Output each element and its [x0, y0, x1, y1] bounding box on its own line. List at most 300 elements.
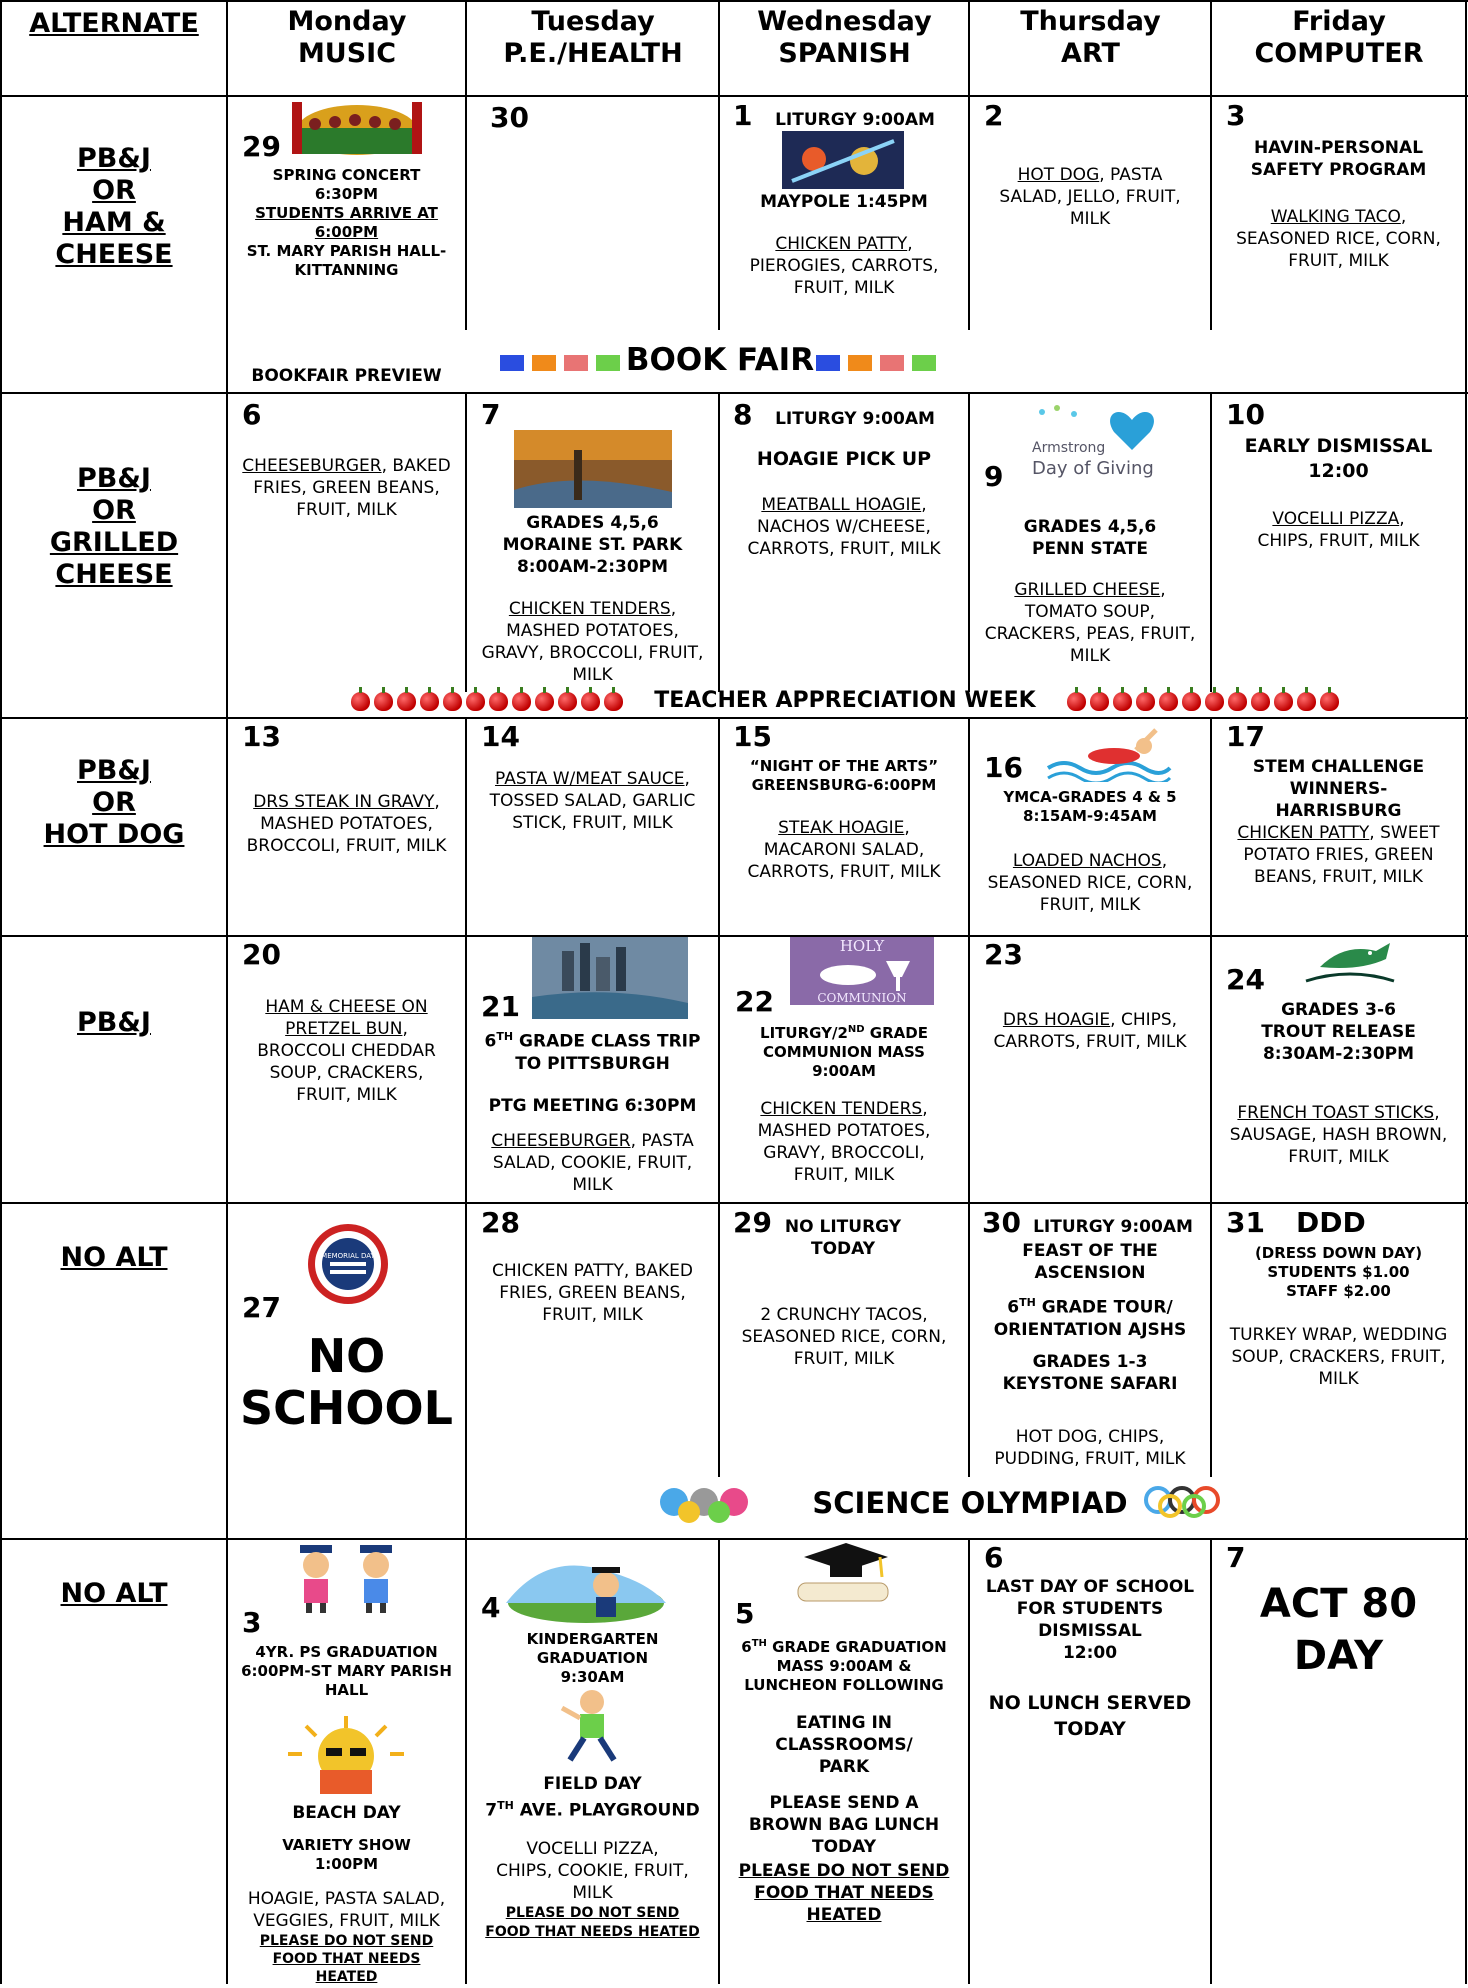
- diploma-cap-icon: [784, 1541, 904, 1611]
- alternate-week-6: NO ALT: [60, 1578, 168, 1609]
- lunch-text: SEASONED RICE, CORN,: [987, 873, 1193, 893]
- field-trip-event: [467, 510, 718, 580]
- warning-line: FOOD THAT NEEDS HEATED: [485, 1924, 700, 1940]
- lunch-menu: [720, 492, 968, 562]
- alternate-week-1: [0, 143, 228, 271]
- variety-show-event: [228, 1834, 465, 1876]
- holy-communion-image: [790, 937, 934, 1005]
- date-number: 17: [1226, 720, 1265, 753]
- banner-text: SCIENCE OLYMPIAD: [812, 1486, 1128, 1520]
- books-icon: [814, 351, 942, 373]
- event-line: NO LUNCH SERVED: [988, 1692, 1192, 1714]
- lunch-text: FRUIT, MILK: [793, 278, 895, 298]
- lunch-text: PUDDING, FRUIT, MILK: [994, 1449, 1186, 1469]
- event-text: [970, 786, 1210, 828]
- hoagie-pickup: HOAGIE PICK UP: [756, 448, 932, 470]
- kindergarten-graduate-image: [506, 1541, 666, 1623]
- lunch-text: MASHED POTATOES,: [757, 1121, 931, 1141]
- beach-day-event: BEACH DAY: [292, 1803, 401, 1823]
- graduates-image: [286, 1541, 406, 1615]
- lunch-text: NACHOS W/CHEESE,: [757, 517, 931, 537]
- day-name: Wednesday: [757, 6, 932, 37]
- lunch-text: BROCCOLI CHEDDAR: [257, 1041, 436, 1061]
- lunch-entree: FRENCH TOAST STICKS: [1237, 1103, 1435, 1123]
- date-number: 3: [1226, 99, 1246, 132]
- concert-image: [290, 100, 425, 156]
- lunch-text: ,: [684, 769, 690, 789]
- event-line: STUDENTS $1.00: [1267, 1263, 1410, 1281]
- date-number: 6: [984, 1541, 1004, 1574]
- date-number: 21: [481, 990, 520, 1023]
- lunch-entree: WALKING TACO: [1270, 207, 1401, 227]
- lunch-menu: [1212, 204, 1465, 274]
- lunch-menu: [970, 162, 1210, 232]
- grid-line: [0, 392, 1468, 394]
- event-line: FEAST OF THE: [1022, 1241, 1158, 1261]
- lunch-text: FRUIT, MILK: [1039, 895, 1141, 915]
- day-of-giving-logo: [1022, 400, 1166, 490]
- lunch-text: SEASONED RICE, CORN,: [741, 1327, 947, 1347]
- special-name: SPANISH: [778, 38, 911, 69]
- books-icon: [498, 351, 626, 373]
- lunch-text: BROCCOLI, FRUIT, MILK: [246, 836, 447, 856]
- apples-icon: [349, 688, 625, 713]
- event-line: GRADE: [864, 1024, 928, 1042]
- eating-location-notice: [720, 1710, 968, 1780]
- alternate-line: PB&J: [77, 143, 151, 174]
- thursday-header: [970, 6, 1211, 70]
- date-number: 4: [481, 1591, 501, 1624]
- lunch-text: 2 CRUNCHY TACOS,: [760, 1305, 928, 1325]
- lunch-text: CARROTS, FRUIT, MILK: [747, 539, 941, 559]
- superscript: TH: [1019, 1296, 1036, 1309]
- event-text: 6:30PM: [314, 185, 379, 203]
- lunch-text: MASHED POTATOES,: [506, 621, 679, 641]
- book-fair-banner: [485, 342, 955, 378]
- event-line: 8:15AM-9:45AM: [1023, 807, 1157, 825]
- event-text: ST. MARY PARISH HALL-: [246, 242, 447, 260]
- event-line: GRADES 4,5,6: [1023, 517, 1157, 537]
- lunch-text: CRACKERS, PEAS, FRUIT,: [984, 624, 1196, 644]
- date-number: 29: [242, 130, 281, 163]
- lunch-text: ,: [1400, 207, 1407, 227]
- event-line: GRADE CLASS TRIP: [513, 1031, 701, 1052]
- food-warning: [720, 1858, 968, 1928]
- date-number: 23: [984, 938, 1023, 971]
- event-text: 6:00PM: [314, 223, 379, 241]
- special-name: COMPUTER: [1254, 38, 1424, 69]
- alternate-line: HOT DOG: [43, 819, 185, 850]
- event-line: BROWN BAG LUNCH: [748, 1815, 940, 1835]
- olympic-rings-icon: [652, 1486, 802, 1524]
- lunch-entree: CHICKEN PATTY: [775, 234, 908, 254]
- event-text: [1212, 135, 1465, 183]
- lunch-menu: [1212, 506, 1465, 554]
- lunch-entree: PRETZEL BUN: [285, 1019, 403, 1039]
- event-line: (DRESS DOWN DAY): [1254, 1244, 1423, 1262]
- event-line: ACT 80: [1259, 1581, 1418, 1627]
- lunch-text: VEGGIES, FRUIT, MILK: [253, 1911, 440, 1931]
- lunch-text: STICK, FRUIT, MILK: [512, 813, 673, 833]
- lunch-menu: [720, 1302, 968, 1372]
- lunch-text: MILK: [572, 665, 613, 685]
- class-trip-event: [467, 1024, 718, 1077]
- lunch-entree: CHEESEBURGER: [242, 456, 382, 476]
- tuesday-header: [467, 6, 719, 70]
- event-line: LITURGY/2: [760, 1024, 848, 1042]
- alternate-line: PB&J: [77, 463, 151, 494]
- lunch-menu: [970, 577, 1210, 669]
- lunch-text: BEANS, FRUIT, MILK: [1254, 867, 1423, 887]
- image-caption: HOLY: [839, 937, 885, 955]
- food-warning: [228, 1930, 465, 1988]
- lunch-menu: [228, 789, 465, 859]
- lunch-menu: [970, 1424, 1210, 1472]
- event-line: GRADES 1-3: [1032, 1351, 1148, 1372]
- lunch-text: MILK: [572, 1175, 613, 1195]
- science-olympiad-banner: [630, 1484, 1310, 1524]
- banner-text: BOOK FAIR: [625, 342, 815, 378]
- superscript: TH: [497, 1799, 514, 1812]
- date-number: 31: [1226, 1206, 1265, 1239]
- event-line: YMCA-GRADES 4 & 5: [1003, 788, 1177, 806]
- lunch-text: , CHIPS,: [1110, 1010, 1178, 1030]
- liturgy-event: LITURGY 9:00AM: [775, 110, 935, 130]
- lunch-text: ,: [402, 1019, 408, 1039]
- kindergarten-graduation-event: [467, 1628, 718, 1689]
- date-number: 28: [481, 1206, 520, 1239]
- day-name: Thursday: [1020, 6, 1161, 37]
- dress-down-details: [1212, 1242, 1465, 1303]
- lunch-text: ,: [922, 1099, 928, 1119]
- event-line: EARLY DISMISSAL: [1244, 435, 1433, 457]
- event-line: STAFF $2.00: [1286, 1282, 1391, 1300]
- alternate-line: OR: [92, 787, 136, 818]
- lunch-entree: PASTA W/MEAT SAUCE: [495, 769, 685, 789]
- lunch-text: SALAD, COOKIE, FRUIT,: [492, 1153, 693, 1173]
- no-lunch-notice: [970, 1688, 1210, 1744]
- lunch-text: MILK: [572, 1883, 613, 1903]
- event-text: [970, 1238, 1210, 1397]
- lunch-text: ,: [1160, 580, 1166, 600]
- alternate-line: OR: [92, 495, 136, 526]
- grid-line: [1465, 0, 1467, 1984]
- lunch-entree: CHEESEBURGER: [491, 1131, 631, 1151]
- lunch-menu: [970, 1007, 1210, 1055]
- grid-line: [0, 717, 1468, 719]
- event-line: HALL: [324, 1681, 369, 1699]
- lunch-text: VOCELLI PIZZA,: [526, 1839, 659, 1859]
- lunch-menu: [228, 994, 465, 1108]
- warning-line: PLEASE DO NOT SEND: [505, 1905, 680, 1921]
- lunch-text: MILK: [1318, 1369, 1359, 1389]
- field-day-event: [467, 1771, 718, 1824]
- lunch-text: ,: [1161, 851, 1168, 871]
- event-line: AVE. PLAYGROUND: [513, 1800, 700, 1821]
- lunch-text: FRIES, GREEN BEANS,: [253, 478, 440, 498]
- lunch-menu: [1212, 1100, 1465, 1170]
- event-text: [1212, 754, 1465, 824]
- lunch-text: FRUIT, MILK: [542, 1305, 643, 1325]
- event-line: SAFETY PROGRAM: [1250, 160, 1427, 180]
- day-name: Friday: [1292, 6, 1386, 37]
- grid-line: [0, 95, 1468, 97]
- event-line: “NIGHT OF THE ARTS”: [749, 757, 939, 775]
- lunch-text: , BAKED: [381, 456, 451, 476]
- warning-line: FOOD THAT NEEDS: [272, 1951, 421, 1967]
- event-text: STUDENTS ARRIVE AT: [255, 204, 438, 222]
- lunch-text: ,: [904, 818, 910, 838]
- lunch-entree: CHICKEN TENDERS: [508, 599, 671, 619]
- event-line: GRADE GRADUATION: [766, 1638, 947, 1656]
- event-line: PENN STATE: [1031, 539, 1148, 559]
- friday-header: [1212, 6, 1466, 70]
- lunch-text: SAUSAGE, HASH BROWN,: [1229, 1125, 1448, 1145]
- grid-line: [0, 0, 2, 1984]
- lunch-menu: [467, 766, 718, 836]
- memorial-day-badge: [306, 1222, 390, 1306]
- event-line: TROUT RELEASE: [1261, 1022, 1416, 1042]
- date-number: 8: [733, 398, 753, 431]
- last-day-notice: [970, 1574, 1210, 1666]
- lunch-text: CARROTS, FRUIT, MILK: [747, 862, 941, 882]
- trout-release-event: [1212, 997, 1465, 1067]
- sun-reading-icon: [276, 1714, 416, 1798]
- event-line: 9:00AM: [812, 1062, 876, 1080]
- warning-line: HEATED: [315, 1969, 378, 1985]
- running-child-icon: [552, 1688, 632, 1764]
- date-number: 3: [242, 1606, 262, 1639]
- day-name: Tuesday: [531, 6, 655, 37]
- event-line: FOR STUDENTS: [1016, 1599, 1164, 1619]
- event-line: GRADE TOUR/: [1035, 1297, 1173, 1318]
- lunch-text: CHICKEN PATTY, BAKED: [492, 1261, 693, 1281]
- event-line: 9:30AM: [560, 1668, 625, 1686]
- event-line: HARRISBURG: [1275, 801, 1402, 821]
- lunch-entree: LOADED NACHOS: [1012, 851, 1162, 871]
- lunch-text: MACARONI SALAD,: [763, 840, 925, 860]
- lunch-menu: [467, 1258, 718, 1328]
- lunch-menu: [467, 1128, 718, 1198]
- event-text: [720, 755, 968, 797]
- grid-line: [0, 1538, 1468, 1540]
- event-text: KITTANNING: [294, 261, 399, 279]
- alternate-week-5: NO ALT: [60, 1242, 168, 1273]
- lunch-entree: MEATBALL HOAGIE: [761, 495, 922, 515]
- date-number: 20: [242, 938, 281, 971]
- lunch-text: ,: [434, 792, 440, 812]
- event-line: 1:00PM: [314, 1855, 379, 1873]
- special-name: MUSIC: [297, 38, 397, 69]
- act-80-day: [1212, 1576, 1465, 1684]
- lunch-text: , PASTA: [630, 1131, 694, 1151]
- event-line: ASCENSION: [1034, 1263, 1146, 1283]
- event-line: MORAINE ST. PARK: [502, 535, 683, 555]
- date-number: 29: [733, 1206, 772, 1239]
- bookfair-preview: BOOKFAIR PREVIEW: [251, 366, 442, 386]
- event-line: DAY: [1293, 1633, 1384, 1679]
- lunch-text: , SWEET: [1369, 823, 1440, 843]
- event-line: ORIENTATION AJSHS: [993, 1319, 1187, 1340]
- lunch-text: , PASTA: [1099, 165, 1163, 185]
- concert-details: [228, 164, 465, 282]
- warning-line: FOOD THAT NEEDS: [754, 1883, 934, 1903]
- grade6-graduation-event: [720, 1632, 968, 1697]
- lunch-entree: STEAK HOAGIE: [778, 818, 905, 838]
- event-line: STEM CHALLENGE: [1252, 757, 1425, 777]
- event-line: SCHOOL: [240, 1381, 453, 1435]
- maypole-event: MAYPOLE 1:45PM: [760, 192, 928, 212]
- date-number: 13: [242, 720, 281, 753]
- grid-line: [0, 0, 1468, 2]
- lunch-text: ,: [1399, 509, 1405, 529]
- logo-text: Day of Giving: [1032, 458, 1154, 479]
- image-caption: COMMUNION: [817, 991, 907, 1005]
- date-number: 30: [982, 1206, 1021, 1239]
- lunch-menu: [1212, 1322, 1465, 1392]
- superscript: TH: [496, 1030, 514, 1043]
- date-number: 1: [733, 99, 753, 132]
- alternate-line: OR: [92, 175, 136, 206]
- lunch-entree: HAM & CHEESE ON: [265, 997, 428, 1017]
- event-line: GRADES 3-6: [1281, 1000, 1396, 1020]
- swimmer-image: [1044, 720, 1172, 782]
- event-text: [778, 1214, 908, 1262]
- event-line: GREENSBURG-6:00PM: [751, 776, 937, 794]
- apples-icon: [1065, 688, 1341, 713]
- alternate-week-3: [0, 755, 228, 851]
- no-school-notice: [228, 1328, 465, 1436]
- lunch-menu: [228, 453, 465, 523]
- date-number: 2: [984, 99, 1004, 132]
- date-number: 24: [1226, 963, 1265, 996]
- lunch-entree: GRILLED CHEESE: [1014, 580, 1161, 600]
- event-line: 8:30AM-2:30PM: [1262, 1044, 1415, 1064]
- lunch-text: FRUIT, MILK: [1288, 1147, 1389, 1167]
- lunch-text: FRIES, GREEN BEANS,: [499, 1283, 686, 1303]
- event-line: 4YR. PS GRADUATION: [255, 1643, 438, 1661]
- event-line: FIELD DAY: [543, 1774, 642, 1794]
- bag-lunch-notice: [720, 1790, 968, 1860]
- alternate-line: HAM &: [62, 207, 166, 238]
- event-line: PARK: [818, 1757, 870, 1777]
- special-name: P.E./HEALTH: [503, 38, 683, 69]
- event-text: SPRING CONCERT: [272, 166, 421, 184]
- lunch-entree: DRS STEAK IN GRAVY: [253, 792, 435, 812]
- event-line: NO: [307, 1329, 386, 1383]
- lunch-text: SOUP, CRACKERS, FRUIT,: [1231, 1347, 1446, 1367]
- wednesday-header: [720, 6, 969, 70]
- lunch-entree: VOCELLI PIZZA: [1272, 509, 1400, 529]
- date-number: 15: [733, 720, 772, 753]
- alternate-line: CHEESE: [55, 559, 173, 590]
- date-number: 16: [984, 751, 1023, 784]
- grid-line: [0, 935, 1468, 937]
- lunch-text: ,: [670, 599, 677, 619]
- date-number: 22: [735, 985, 774, 1018]
- superscript: ND: [847, 1024, 865, 1035]
- monday-header: [228, 6, 466, 70]
- lunch-text: ,: [907, 234, 913, 254]
- event-line: LAST DAY OF SCHOOL: [985, 1577, 1195, 1597]
- lunch-menu: [970, 848, 1210, 918]
- date-number: 14: [481, 720, 520, 753]
- lunch-entree: CHICKEN TENDERS: [760, 1099, 923, 1119]
- alternate-week-4: PB&J: [77, 1007, 151, 1038]
- math-rings-icon: [1138, 1484, 1288, 1518]
- date-number: 7: [481, 398, 501, 431]
- event-line: LUNCHEON FOLLOWING: [744, 1676, 944, 1694]
- event-line: NO LITURGY: [784, 1217, 902, 1237]
- ptg-meeting: PTG MEETING 6:30PM: [488, 1096, 697, 1116]
- lunch-text: FRUIT, MILK: [296, 500, 397, 520]
- day-name: Monday: [287, 6, 407, 37]
- lunch-menu: [467, 1836, 718, 1906]
- alternate-week-2: [0, 463, 228, 591]
- lunch-text: FRUIT, MILK: [296, 1085, 397, 1105]
- communion-event: [720, 1018, 968, 1083]
- superscript: TH: [751, 1638, 767, 1649]
- grid-line: [0, 1202, 1468, 1204]
- dress-down-day-label: DDD: [1296, 1206, 1366, 1239]
- lunch-text: GRAVY, BROCCOLI,: [763, 1143, 925, 1163]
- lunch-menu: [228, 1886, 465, 1934]
- logo-text: Armstrong: [1032, 440, 1106, 456]
- date-number: 27: [242, 1291, 281, 1324]
- lunch-text: SEASONED RICE, CORN,: [1236, 229, 1441, 249]
- badge-text: MEMORIAL DAY: [321, 1252, 375, 1260]
- lunch-entree: HOT DOG: [1017, 165, 1100, 185]
- lunch-text: FRUIT, MILK: [793, 1165, 895, 1185]
- lunch-text: CHIPS, FRUIT, MILK: [1257, 531, 1420, 551]
- lunch-text: FRUIT, MILK: [1288, 251, 1389, 271]
- liturgy-event: LITURGY 9:00AM: [775, 409, 935, 429]
- alternate-header: ALTERNATE: [29, 8, 199, 39]
- event-line: DISMISSAL: [1038, 1621, 1142, 1641]
- teacher-appreciation-banner: [255, 687, 1435, 715]
- pittsburgh-photo: [532, 937, 688, 1019]
- event-line: PLEASE SEND A: [769, 1793, 919, 1813]
- event-line: GRADES 4,5,6: [526, 513, 659, 533]
- event-line: EATING IN: [795, 1713, 893, 1733]
- ps-graduation-event: [228, 1641, 465, 1702]
- event-line: TODAY: [812, 1837, 876, 1857]
- event-line: VARIETY SHOW: [282, 1836, 411, 1854]
- trout-icon: [1300, 937, 1398, 993]
- early-dismissal: [1212, 432, 1465, 486]
- event-line: CLASSROOMS/: [775, 1735, 913, 1755]
- lunch-text: ,: [921, 495, 927, 515]
- event-line: KEYSTONE SAFARI: [1002, 1373, 1178, 1394]
- lunch-text: SALAD, JELLO, FRUIT,: [999, 187, 1181, 207]
- event-line: 6:00PM-ST MARY PARISH: [241, 1662, 452, 1680]
- lunch-menu: [720, 231, 968, 301]
- warning-line: PLEASE DO NOT SEND: [738, 1861, 950, 1881]
- event-line: 7: [485, 1800, 498, 1821]
- lunch-text: POTATO FRIES, GREEN: [1243, 845, 1434, 865]
- lunch-text: HOAGIE, PASTA SALAD,: [247, 1889, 446, 1909]
- lunch-text: TOMATO SOUP,: [1024, 602, 1156, 622]
- warning-line: HEATED: [806, 1905, 882, 1925]
- event-line: 6: [741, 1638, 752, 1656]
- date-number: 6: [242, 398, 262, 431]
- lunch-text: MASHED POTATOES,: [260, 814, 433, 834]
- lunch-text: SOUP, CRACKERS,: [269, 1063, 424, 1083]
- date-number: 5: [735, 1597, 755, 1630]
- alternate-line: CHEESE: [55, 239, 173, 270]
- event-line: KINDERGARTEN: [526, 1630, 659, 1648]
- lunch-text: FRUIT, MILK: [793, 1349, 895, 1369]
